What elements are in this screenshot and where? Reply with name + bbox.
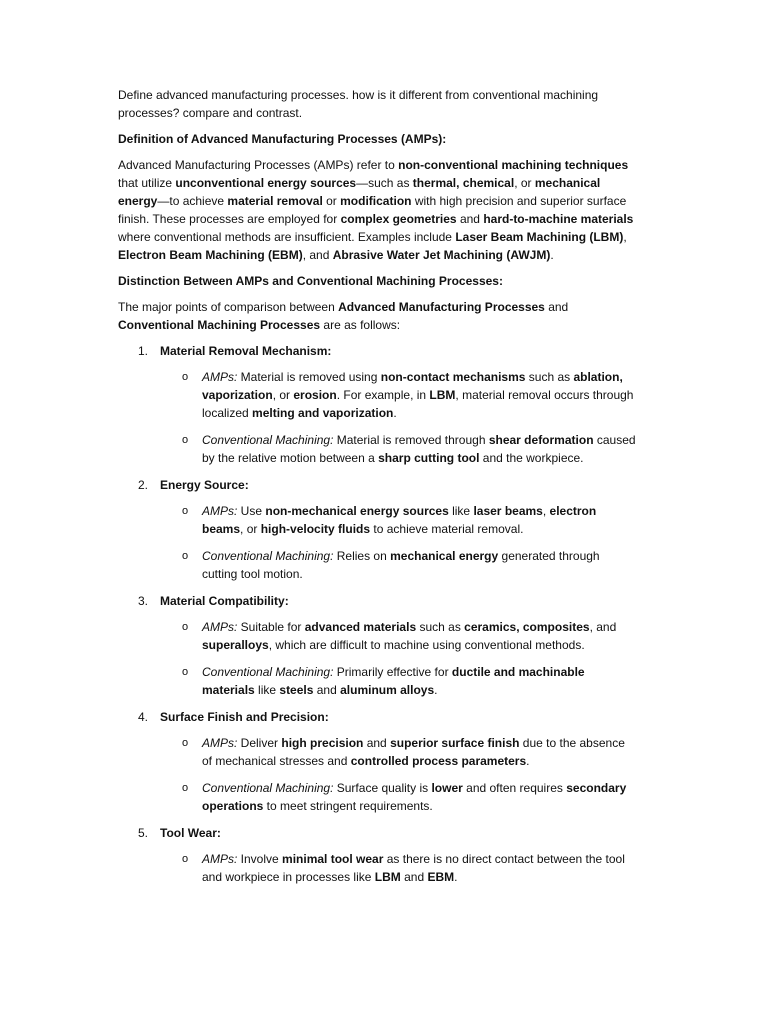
comparison-list bbox=[118, 342, 638, 886]
sub-point bbox=[160, 850, 638, 886]
text-run: . For example, in bbox=[336, 388, 430, 402]
sub-point-text bbox=[202, 663, 638, 699]
bold-term: secondary operations bbox=[202, 781, 627, 813]
text-run: , bbox=[623, 230, 627, 244]
bold-term: LBM bbox=[429, 388, 456, 402]
bold-term: minimal tool wear bbox=[282, 852, 384, 866]
bold-term: ceramics, composites bbox=[464, 620, 590, 634]
bold-term: lower bbox=[431, 781, 463, 795]
text-run: Advanced Manufacturing Processes (AMPs) refer to bbox=[118, 158, 399, 172]
text-run: as there is no direct contact between the tool and workpiece in processes like bbox=[202, 852, 625, 884]
text-run: Use bbox=[237, 504, 266, 518]
text-run: , or bbox=[272, 388, 294, 402]
bold-term: controlled process parameters bbox=[350, 754, 527, 768]
sub-point-text bbox=[202, 850, 638, 886]
bold-term: Advanced Manufacturing Processes bbox=[338, 300, 545, 314]
circle-bullet-icon: o bbox=[182, 782, 189, 794]
text-run: due to the absence of mechanical stresses and bbox=[202, 736, 625, 768]
bold-term: non-contact mechanisms bbox=[380, 370, 526, 384]
sub-point bbox=[160, 734, 638, 770]
circle-bullet-icon: o bbox=[182, 434, 189, 446]
text-run: and bbox=[400, 870, 428, 884]
text-run: generated through cutting tool motion. bbox=[202, 549, 600, 581]
bold-term: erosion bbox=[293, 388, 337, 402]
bold-term: non-mechanical energy sources bbox=[265, 504, 449, 518]
text-run: and often requires bbox=[462, 781, 567, 795]
text-run: with high precision and superior surface finish. These processes are employed for bbox=[118, 194, 627, 226]
circle-bullet-icon: o bbox=[182, 371, 189, 383]
point-number: 4. bbox=[138, 710, 149, 724]
point-title: Tool Wear: bbox=[160, 826, 221, 840]
comparison-point bbox=[118, 592, 638, 699]
text-run: Surface quality is bbox=[333, 781, 432, 795]
text-run: . bbox=[434, 683, 438, 697]
sub-point bbox=[160, 779, 638, 815]
text-run: . bbox=[526, 754, 530, 768]
bold-term: mechanical energy bbox=[390, 549, 499, 563]
bold-term: aluminum alloys bbox=[340, 683, 435, 697]
bold-term: superalloys bbox=[202, 638, 269, 652]
italic-label: Conventional Machining: bbox=[202, 665, 334, 679]
circle-bullet-icon: o bbox=[182, 853, 189, 865]
text-run: caused by the relative motion between a bbox=[202, 433, 636, 465]
text-run: , which are difficult to machine using conventional methods. bbox=[268, 638, 585, 652]
sub-point-text bbox=[202, 547, 638, 583]
comparison-point bbox=[118, 708, 638, 815]
text-run: Primarily effective for bbox=[333, 665, 452, 679]
bold-term: complex geometries bbox=[340, 212, 457, 226]
bold-term: ductile and machinable materials bbox=[202, 665, 585, 697]
text-run: and the workpiece. bbox=[479, 451, 584, 465]
circle-bullet-icon: o bbox=[182, 621, 189, 633]
italic-label: Conventional Machining: bbox=[202, 549, 334, 563]
sub-point-list bbox=[160, 850, 638, 886]
text-run: Relies on bbox=[333, 549, 391, 563]
point-title: Energy Source: bbox=[160, 478, 249, 492]
text-run: —to achieve bbox=[157, 194, 228, 208]
text-run: , and bbox=[302, 248, 333, 262]
bold-term: non-conventional machining techniques bbox=[398, 158, 629, 172]
sub-point-text bbox=[202, 431, 638, 467]
bold-term: modification bbox=[340, 194, 412, 208]
sub-point-list bbox=[160, 734, 638, 815]
sub-point-text bbox=[202, 734, 638, 770]
text-run: Involve bbox=[237, 852, 283, 866]
circle-bullet-icon: o bbox=[182, 550, 189, 562]
point-title: Material Removal Mechanism: bbox=[160, 344, 332, 358]
point-number: 1. bbox=[138, 344, 149, 358]
bold-term: Electron Beam Machining (EBM) bbox=[118, 248, 303, 262]
bold-term: Conventional Machining Processes bbox=[118, 318, 321, 332]
sub-point-text bbox=[202, 618, 638, 654]
text-run: and bbox=[456, 212, 484, 226]
point-title: Material Compatibility: bbox=[160, 594, 289, 608]
bold-term: electron beams bbox=[202, 504, 597, 536]
bold-term: hard-to-machine materials bbox=[483, 212, 634, 226]
sub-point bbox=[160, 431, 638, 467]
sub-point-list bbox=[160, 368, 638, 467]
text-run: to achieve material removal. bbox=[370, 522, 524, 536]
text-run: to meet stringent requirements. bbox=[263, 799, 433, 813]
text-run: —such as bbox=[356, 176, 413, 190]
text-run: , material removal occurs through localized bbox=[202, 388, 634, 420]
text-run: such as bbox=[416, 620, 465, 634]
italic-label: AMPs: bbox=[202, 620, 238, 634]
italic-label: AMPs: bbox=[202, 852, 238, 866]
comparison-intro bbox=[118, 298, 638, 334]
bold-term: LBM bbox=[374, 870, 401, 884]
italic-label: AMPs: bbox=[202, 504, 238, 518]
text-run: . bbox=[550, 248, 554, 262]
text-run: and bbox=[363, 736, 391, 750]
text-run: Material is removed using bbox=[237, 370, 381, 384]
italic-label: AMPs: bbox=[202, 736, 238, 750]
italic-label: Conventional Machining: bbox=[202, 433, 334, 447]
point-title: Surface Finish and Precision: bbox=[160, 710, 329, 724]
text-run: or bbox=[322, 194, 341, 208]
bold-term: laser beams bbox=[473, 504, 543, 518]
bold-term: mechanical energy bbox=[118, 176, 601, 208]
italic-label: AMPs: bbox=[202, 370, 238, 384]
text-run: that utilize bbox=[118, 176, 176, 190]
sub-point bbox=[160, 502, 638, 538]
text-run: where conventional methods are insufficient. Examples include bbox=[118, 230, 456, 244]
bold-term: sharp cutting tool bbox=[378, 451, 480, 465]
text-run: , bbox=[542, 504, 550, 518]
sub-point-list bbox=[160, 618, 638, 699]
distinction-heading: Distinction Between AMPs and Conventional Machining Processes: bbox=[118, 274, 503, 288]
sub-point-text bbox=[202, 368, 638, 422]
sub-point bbox=[160, 618, 638, 654]
text-run: such as bbox=[525, 370, 574, 384]
text-run: The major points of comparison between bbox=[118, 300, 339, 314]
point-number: 2. bbox=[138, 478, 149, 492]
bold-term: high precision bbox=[281, 736, 364, 750]
circle-bullet-icon: o bbox=[182, 505, 189, 517]
bold-term: high-velocity fluids bbox=[260, 522, 371, 536]
sub-point-list bbox=[160, 502, 638, 583]
bold-term: EBM bbox=[427, 870, 455, 884]
bold-term: material removal bbox=[227, 194, 323, 208]
bold-term: steels bbox=[279, 683, 314, 697]
circle-bullet-icon: o bbox=[182, 666, 189, 678]
text-run: and bbox=[544, 300, 569, 314]
text-run: Deliver bbox=[237, 736, 282, 750]
bold-term: ablation, vaporization bbox=[202, 370, 623, 402]
comparison-point bbox=[118, 476, 638, 583]
bold-term: Abrasive Water Jet Machining (AWJM) bbox=[332, 248, 551, 262]
circle-bullet-icon: o bbox=[182, 737, 189, 749]
text-run: . bbox=[454, 870, 458, 884]
comparison-point bbox=[118, 824, 638, 886]
sub-point-text bbox=[202, 502, 638, 538]
text-run: . bbox=[393, 406, 397, 420]
bold-term: superior surface finish bbox=[390, 736, 520, 750]
text-run: like bbox=[448, 504, 474, 518]
definition-paragraph bbox=[118, 156, 638, 264]
text-run: , or bbox=[514, 176, 535, 190]
bold-term: shear deformation bbox=[488, 433, 594, 447]
definition-heading: Definition of Advanced Manufacturing Processes (AMPs): bbox=[118, 132, 447, 146]
sub-point bbox=[160, 663, 638, 699]
bold-term: advanced materials bbox=[304, 620, 417, 634]
text-run: like bbox=[254, 683, 280, 697]
bold-term: Laser Beam Machining (LBM) bbox=[455, 230, 624, 244]
point-number: 3. bbox=[138, 594, 149, 608]
text-run: Suitable for bbox=[237, 620, 305, 634]
point-number: 5. bbox=[138, 826, 149, 840]
sub-point bbox=[160, 547, 638, 583]
sub-point-text bbox=[202, 779, 638, 815]
bold-term: thermal, chemical bbox=[412, 176, 515, 190]
bold-term: melting and vaporization bbox=[252, 406, 394, 420]
text-run: Material is removed through bbox=[333, 433, 489, 447]
comparison-point bbox=[118, 342, 638, 467]
italic-label: Conventional Machining: bbox=[202, 781, 334, 795]
text-run: , and bbox=[589, 620, 617, 634]
text-run: , or bbox=[240, 522, 261, 536]
text-run: and bbox=[313, 683, 341, 697]
bold-term: unconventional energy sources bbox=[175, 176, 357, 190]
text-run: are as follows: bbox=[320, 318, 401, 332]
question-text: Define advanced manufacturing processes. how is it different from conventional machining processes? compare and contrast. bbox=[118, 88, 599, 120]
sub-point bbox=[160, 368, 638, 422]
